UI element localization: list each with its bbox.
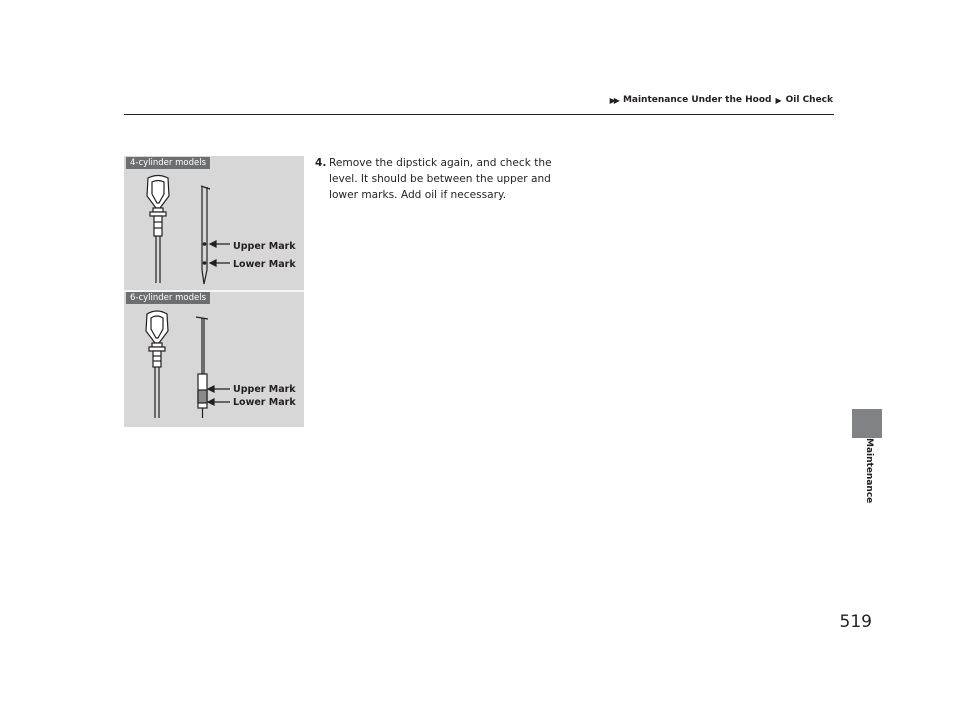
header-rule [124, 114, 834, 115]
dipstick-figure [124, 156, 304, 427]
lower-mark-label-4cyl: Lower Mark [233, 259, 296, 270]
lower-mark-label-6cyl: Lower Mark [233, 397, 296, 408]
step-number: 4. [315, 157, 327, 169]
dipstick-blade-4cyl [201, 186, 230, 284]
arrow-icon: ▶ [775, 95, 782, 105]
dipstick-handle-6cyl [146, 311, 168, 418]
dipstick-handle-4cyl [147, 176, 169, 284]
double-arrow-icon: ▶▶ [609, 95, 618, 105]
instruction-step [315, 155, 555, 203]
page-number: 519 [839, 612, 872, 632]
dipstick-blade-6cyl [196, 317, 230, 418]
model-label-6cyl: 6-cylinder models [126, 292, 210, 304]
step-text: Remove the dipstick again, and check the level. It should be between the upper and lower marks. Add oil if necessary. [329, 157, 552, 201]
upper-mark-label-6cyl: Upper Mark [233, 384, 296, 395]
section-tab [852, 409, 882, 438]
breadcrumb [610, 95, 833, 105]
breadcrumb-page: Oil Check [785, 95, 833, 105]
section-label: Maintenance [864, 438, 874, 504]
model-label-4cyl: 4-cylinder models [126, 157, 210, 169]
upper-mark-label-4cyl: Upper Mark [233, 241, 296, 252]
breadcrumb-section: Maintenance Under the Hood [622, 95, 772, 105]
